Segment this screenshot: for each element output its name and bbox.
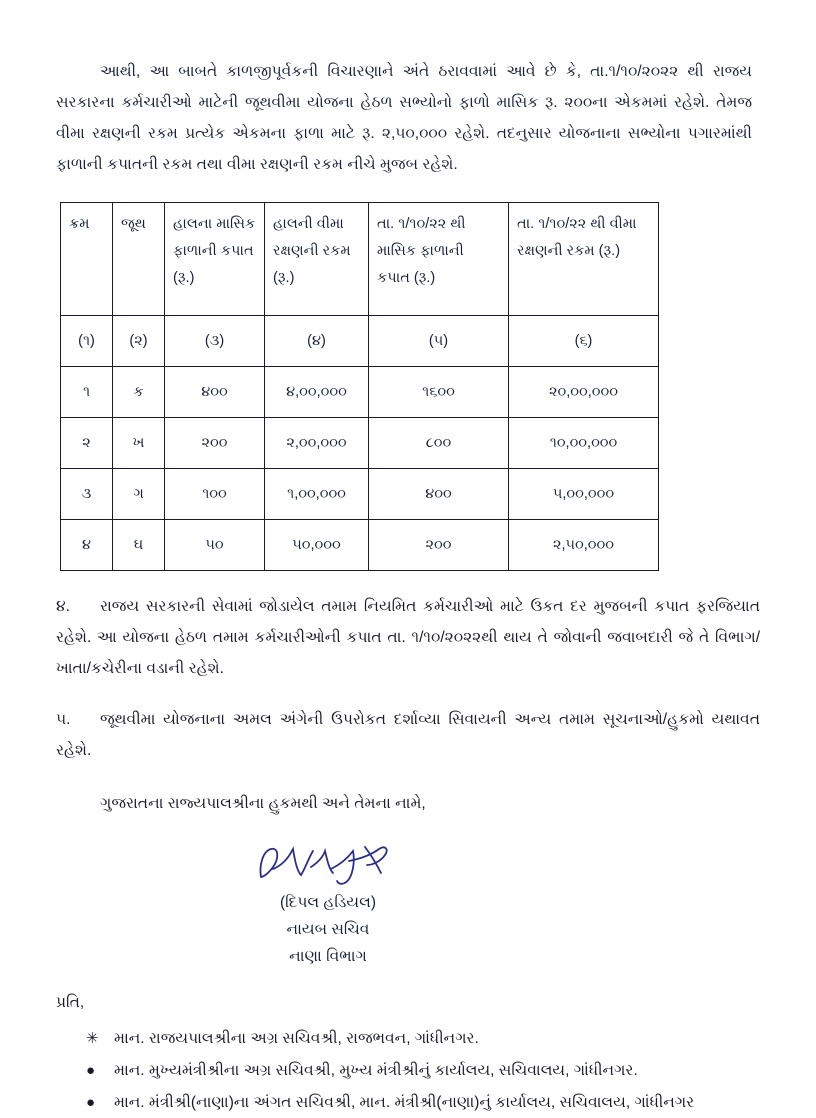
- table-header-cell: જૂથ: [113, 203, 165, 316]
- list-item-text: માન. મુખ્યમંત્રીશ્રીના અગ્ર સચિવશ્રી, મુખ્ય મંત્રીશ્રીનું કાર્યાલય, સચિવાલય, ગાંધીનગર.: [114, 1061, 638, 1079]
- clause-5-text: જૂથવીમા યોજનાના અમલ અંગેની ઉપરોકત દર્શાવ્યા સિવાયની અન્ય તમામ સૂચનાઓ/હુકમો યથાવત રહેશે.: [56, 711, 760, 759]
- table-cell: ગ: [113, 469, 165, 520]
- table-row: [61, 367, 659, 418]
- table-cell: ૪૦૦: [165, 367, 265, 418]
- table-cell: ૧૦૦: [165, 469, 265, 520]
- table-cell: (૫): [369, 316, 509, 367]
- table-cell: ૨૦,૦૦,૦૦૦: [509, 367, 659, 418]
- list-item: [82, 1088, 760, 1118]
- table-column-number-row: [61, 316, 659, 367]
- table-header-cell: તા. ૧/૧૦/૨૨ થી માસિક ફાળાની કપાત (રૂ.): [369, 203, 509, 316]
- table-cell: ૧: [61, 367, 113, 418]
- table-cell: ૨: [61, 418, 113, 469]
- table-cell: ૫,૦૦,૦૦૦: [509, 469, 659, 520]
- table-cell: ૪: [61, 520, 113, 571]
- clause-4: [56, 591, 760, 684]
- list-item-text: માન. રાજયપાલશ્રીના અગ્ર સચિવશ્રી, રાજભવન, ગાંધીનગર.: [114, 1029, 479, 1047]
- table-cell: ૨,૦૦,૦૦૦: [265, 418, 369, 469]
- table-cell: ૪૦૦: [369, 469, 509, 520]
- bullet-icon: ●: [86, 1061, 96, 1079]
- table-row: [61, 469, 659, 520]
- table-header-cell: ક્રમ: [61, 203, 113, 316]
- contribution-table: [60, 202, 659, 571]
- asterisk-icon: ✳: [86, 1029, 99, 1047]
- table-row: [61, 520, 659, 571]
- table-header-row: [61, 203, 659, 316]
- list-item: [82, 1056, 760, 1086]
- list-item-text: માન. મંત્રીશ્રી(નાણા)ના અંગત સચિવશ્રી, માન. મંત્રીશ્રી(નાણા)નું કાર્યાલય, સચિવાલય, ગાંધીનગર: [114, 1093, 695, 1111]
- signature-icon: [56, 835, 600, 889]
- table-cell: ૩: [61, 469, 113, 520]
- bullet-icon: ●: [86, 1093, 96, 1111]
- list-item: [82, 1024, 760, 1054]
- table-cell: (૬): [509, 316, 659, 367]
- clause-5: [56, 704, 760, 766]
- signatory-name: (દિપલ હડિયલ): [279, 893, 377, 911]
- table-header-cell: તા. ૧/૧૦/૨૨ થી વીમા રક્ષણની રકમ (રૂ.): [509, 203, 659, 316]
- intro-paragraph: આથી, આ બાબતે કાળજીપૂર્વકની વિચારણાને અંતે ઠરાવવામાં આવે છે કે, તા.૧/૧૦/૨૦૨૨ થી રાજય સરકારના કર્મચારીઓ માટેની જૂથવીમા યોજના હેઠળ સભ્યોનો ફાળો માસિક રૂ. ૨૦૦ના એકમમાં રહેશે. તેમજ વીમા રક્ષણની રકમ પ્રત્યેક એકમના ફાળા માટે રૂ. ૨,૫૦,૦૦૦ રહેશે. તદનુસાર યોજનાના સભ્યોના પગારમાંથી ફાળાની કપાતની રકમ તથા વીમા રક્ષણની રકમ નીચે મુજબ રહેશે.: [56, 63, 752, 173]
- signatory-designation: નાયબ સચિવ: [286, 920, 370, 938]
- table-row: [61, 418, 659, 469]
- table-cell: ૧૦,૦૦,૦૦૦: [509, 418, 659, 469]
- table-cell: ઘ: [113, 520, 165, 571]
- table-header: [61, 203, 659, 316]
- recipient-list: [56, 1024, 760, 1118]
- table-cell: ૨,૫૦,૦૦૦: [509, 520, 659, 571]
- clause-4-number: ૪.: [56, 598, 70, 615]
- table-cell: ૮૦૦: [369, 418, 509, 469]
- table-cell: ૧,૦૦,૦૦૦: [265, 469, 369, 520]
- table-cell: ક: [113, 367, 165, 418]
- signature-block: [56, 835, 760, 970]
- table-cell: (૨): [113, 316, 165, 367]
- table-cell: ૫૦: [165, 520, 265, 571]
- table-cell: ૪,૦૦,૦૦૦: [265, 367, 369, 418]
- table-cell: (૪): [265, 316, 369, 367]
- table-header-cell: હાલના માસિક ફાળાની કપાત (રૂ.): [165, 203, 265, 316]
- clause-5-number: ૫.: [56, 711, 71, 728]
- table-cell: ૫૦,૦૦૦: [265, 520, 369, 571]
- prati-label: પ્રતિ,: [56, 993, 85, 1011]
- table-header-cell: હાલની વીમા રક્ષણની રકમ (રૂ.): [265, 203, 369, 316]
- table-cell: ખ: [113, 418, 165, 469]
- table-body: [61, 316, 659, 571]
- table-cell: (૩): [165, 316, 265, 367]
- clause-4-text: રાજય સરકારની સેવામાં જોડાયેલ તમામ નિયમિત કર્મચારીઓ માટે ઉકત દર મુજબની કપાત ફરજિયાત રહેશે. આ યોજના હેઠળ તમામ કર્મચારીઓની કપાત તા. ૧/૧૦/૨૦૨૨થી થાય તે જોવાની જવાબદારી જે તે વિભાગ/ખાતા/કચેરીના વડાની રહેશે.: [56, 598, 760, 677]
- table-cell: ૧૬૦૦: [369, 367, 509, 418]
- table-cell: (૧): [61, 316, 113, 367]
- table-cell: ૨૦૦: [165, 418, 265, 469]
- closing-line: ગુજરાતના રાજ્યપાલશ્રીના હુકમથી અને તેમના નામે,: [100, 795, 426, 812]
- contribution-table-wrapper: [60, 202, 658, 571]
- signatory-department: નાણા વિભાગ: [289, 947, 367, 965]
- table-cell: ૨૦૦: [369, 520, 509, 571]
